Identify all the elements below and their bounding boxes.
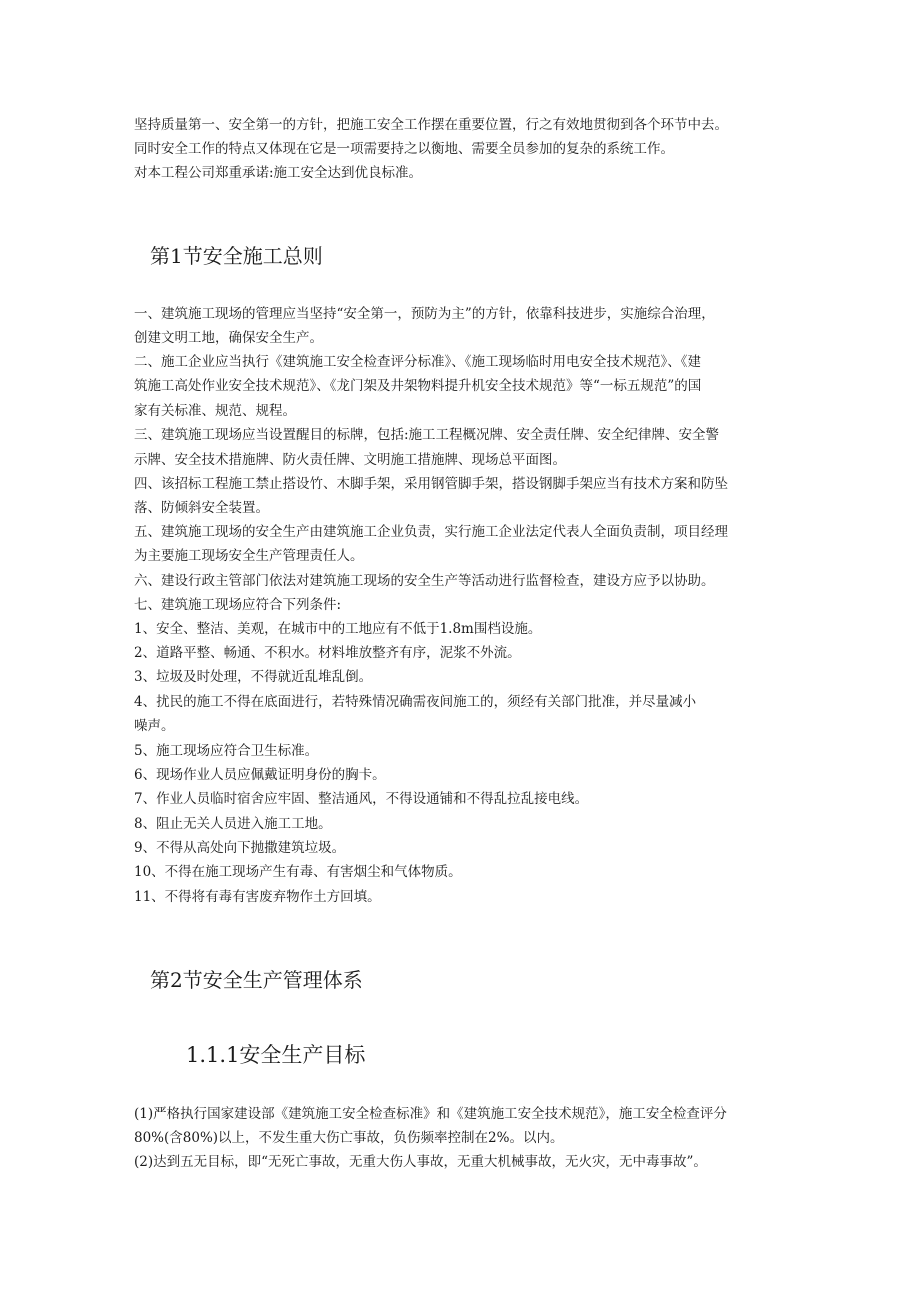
section-1-line: 噪声。 — [134, 718, 175, 734]
section-1-line: 为主要施工现场安全生产管理责任人。 — [134, 548, 364, 564]
subsection-heading: 1.1.1安全生产目标 — [186, 1043, 366, 1067]
section-1-line: 2、道路平整、畅通、不积水。材料堆放整齐有序，泥浆不外流。 — [134, 645, 521, 661]
section-1-line: 5、施工现场应符合卫生标准。 — [134, 743, 319, 759]
section-1-line: 筑施工高处作业安全技术规范》、《龙门架及井架物料提升机安全技术规范》等“一标五规范”的国 — [134, 378, 702, 394]
subsection-line: (1)严格执行国家建设部《建筑施工安全检查标准》和《建筑施工安全技术规范》，施工安全检查评分 — [134, 1106, 727, 1122]
section-1-line: 六、建设行政主管部门依法对建筑施工现场的安全生产等活动进行监督检查，建设方应予以协助。 — [134, 573, 715, 589]
section-1-line: 三、建筑施工现场应当设置醒目的标牌，包括:施工工程概况牌、安全责任牌、安全纪律牌、安全警 — [134, 427, 720, 443]
section-1-line: 七、建筑施工现场应符合下列条件: — [134, 597, 342, 613]
section-1-line: 3、垃圾及时处理，不得就近乱堆乱倒。 — [134, 669, 373, 685]
section-1-line: 9、不得从高处向下抛撒建筑垃圾。 — [134, 840, 346, 856]
section-1-line: 4、扰民的施工不得在底面进行，若特殊情况确需夜间施工的，须经有关部门批准，并尽量减小 — [134, 694, 697, 710]
intro-line: 坚持质量第一、安全第一的方针，把施工安全工作摆在重要位置，行之有效地贯彻到各个环节中去。 — [134, 117, 728, 133]
section-1-line: 落、防倾斜安全装置。 — [134, 500, 269, 516]
intro-line: 同时安全工作的特点又体现在它是一项需要持之以衡地、需要全员参加的复杂的系统工作。 — [134, 141, 674, 157]
section-1-line: 示牌、安全技术措施牌、防火责任牌、文明施工措施牌、现场总平面图。 — [134, 452, 566, 468]
subsection-line: 80%(含80%)以上，不发生重大伤亡事故，负伤频率控制在2%。以内。 — [134, 1130, 564, 1146]
section-1-line: 7、作业人员临时宿舍应牢固、整洁通风，不得设通铺和不得乱拉乱接电线。 — [134, 791, 589, 807]
section-1-line: 8、阻止无关人员进入施工工地。 — [134, 816, 332, 832]
section-1-line: 二、施工企业应当执行《建筑施工安全检查评分标准》、《施工现场临时用电安全技术规范》、《建 — [134, 354, 701, 370]
section-1-line: 四、该招标工程施工禁止搭设竹、木脚手架，采用钢管脚手架，搭设钢脚手架应当有技术方案和防坠 — [134, 476, 728, 492]
section-1-line: 五、建筑施工现场的安全生产由建筑施工企业负责，实行施工企业法定代表人全面负责制，项目经理 — [134, 524, 728, 540]
section-1-line: 1、安全、整洁、美观，在城市中的工地应有不低于1.8m围档设施。 — [134, 621, 542, 637]
section-1-line: 11、不得将有毒有害废弃物作土方回填。 — [134, 889, 381, 905]
section-1-line: 一、建筑施工现场的管理应当坚持“安全第一，预防为主”的方针，依靠科技进步，实施综合治理， — [134, 306, 715, 322]
subsection-line: (2)达到五无目标，即“无死亡事故，无重大伤人事故，无重大机械事故，无火灾，无中毒事故”。 — [134, 1154, 707, 1170]
section-1-line: 6、现场作业人员应佩戴证明身份的胸卡。 — [134, 767, 386, 783]
section-2-heading: 第2节安全生产管理体系 — [150, 968, 363, 992]
section-1-line: 创建文明工地，确保安全生产。 — [134, 330, 323, 346]
section-1-line: 家有关标准、规范、规程。 — [134, 403, 296, 419]
section-1-heading: 第1节安全施工总则 — [150, 244, 323, 268]
intro-line: 对本工程公司郑重承诺:施工安全达到优良标准。 — [134, 165, 423, 181]
section-1-line: 10、不得在施工现场产生有毒、有害烟尘和气体物质。 — [134, 864, 462, 880]
